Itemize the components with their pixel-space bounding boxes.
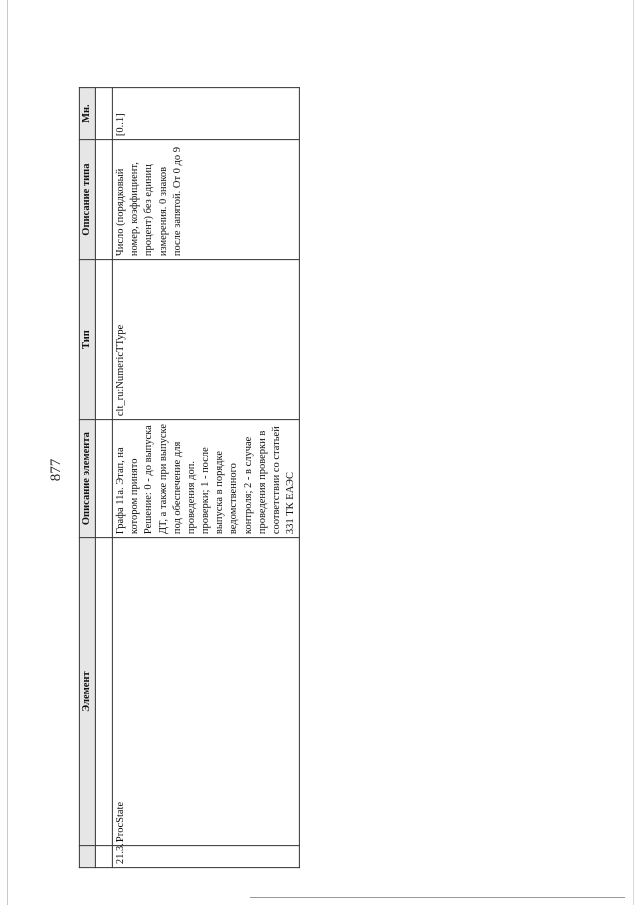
- row-number: 21.3.1: [112, 846, 299, 868]
- row-type: clt_ru:NumericTType: [112, 260, 299, 420]
- row-type-description: Число (порядковый номер, коэффициент, процент) без единиц измерения. 0 знаков после запятой. От 0 до 9: [112, 140, 299, 260]
- header-element-description: Описание элемента: [79, 420, 95, 538]
- page-number: 877: [48, 458, 64, 482]
- bottom-rule: [250, 897, 625, 898]
- header-type-description: Описание типа: [79, 140, 95, 260]
- blank-cell: [95, 260, 112, 420]
- row-multiplicity: [0..1]: [112, 88, 299, 140]
- row-element-description: Графа 11а. Этап, на котором принято Решение: 0 - до выпуска ДТ, а также при выпуске под обеспечение для проведения доп. проверки; 1 - после выпуска в порядке ведомственного контроля; 2 - в случае проведения проверки в соответствии со статьей 331 ТК ЕАЭС: [112, 420, 299, 538]
- left-margin-rule: [7, 0, 8, 905]
- blank-cell: [95, 420, 112, 538]
- header-element: Элемент: [79, 538, 95, 846]
- blank-cell: [95, 88, 112, 140]
- spec-table: [79, 87, 300, 868]
- table-header-row: [79, 88, 95, 868]
- header-number: [79, 846, 95, 868]
- blank-cell: [95, 538, 112, 846]
- header-type: Тип: [79, 260, 95, 420]
- blank-cell: [95, 846, 112, 868]
- table-row: [112, 88, 299, 868]
- blank-cell: [95, 140, 112, 260]
- table-blank-row: [95, 88, 112, 868]
- header-multiplicity: Мн.: [79, 88, 95, 140]
- right-margin-rule: [633, 0, 634, 905]
- row-element: ProcState: [112, 538, 299, 846]
- table-wrapper: [80, 72, 296, 865]
